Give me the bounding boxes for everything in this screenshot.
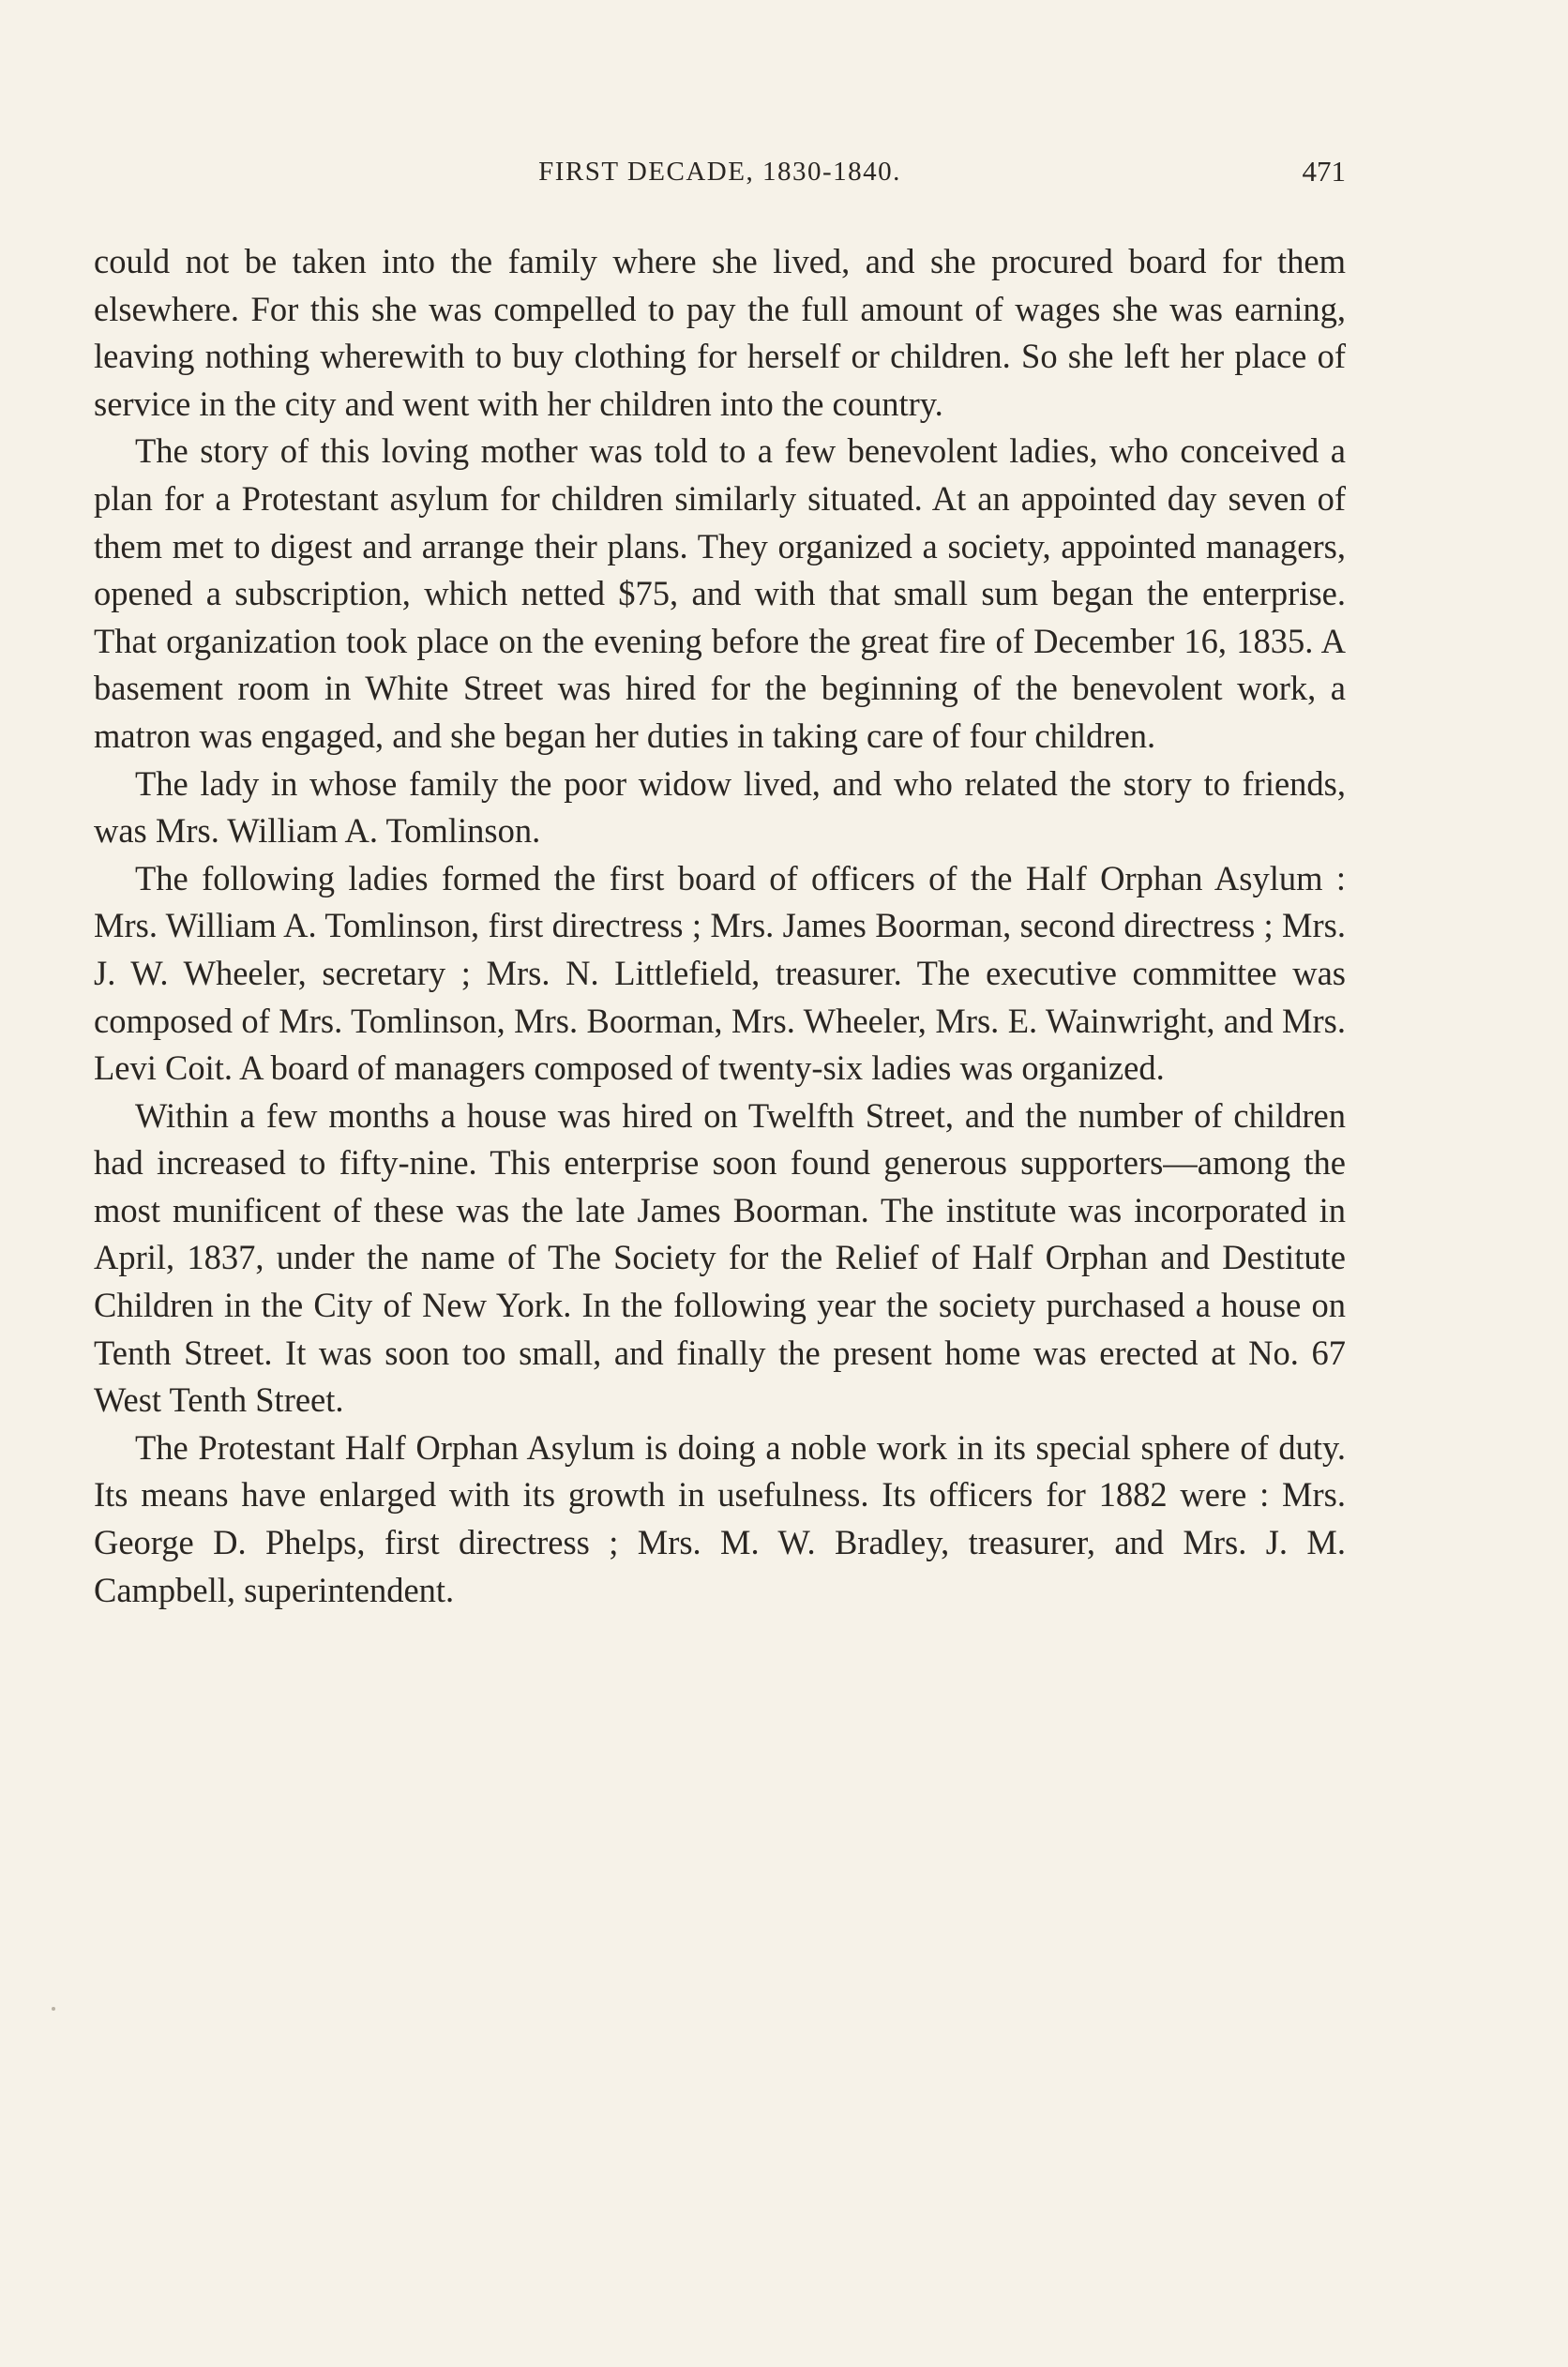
page-number: 471 bbox=[1302, 155, 1346, 188]
paragraph-2: The story of this loving mother was told to a few benevolent ladies, who conceived a plan for a Protestant asylum for children similarly situated. At an appointed day seven of them met to digest and arrange their plans. They organized a society, appointed managers, opened a subscription, which netted $75, and with that small sum began the enterprise. That organization took place on the evening before the great fire of December 16, 1835. A basement room in White Street was hired for the beginning of the benevolent work, a matron was engaged, and she began her duties in taking care of four children. bbox=[94, 431, 1346, 755]
body-text bbox=[94, 238, 1346, 1614]
paragraph-6: The Protestant Half Orphan Asylum is doing a noble work in its special sphere of duty. Its means have enlarged with its growth in usefulness. Its officers for 1882 were : Mrs. George D. Phelps, first directress ; Mrs. M. W. Bradley, treasurer, and Mrs. J. M. Campbell, superintendent. bbox=[94, 1427, 1346, 1609]
paper-speck bbox=[52, 2007, 55, 2011]
paragraph-3: The lady in whose family the poor widow lived, and who related the story to friends, was Mrs. William A. Tomlinson. bbox=[94, 763, 1346, 851]
running-title: FIRST DECADE, 1830-1840. bbox=[538, 157, 901, 187]
paragraph-5: Within a few months a house was hired on Twelfth Street, and the number of children had increased to fifty-nine. This enterprise soon found generous supporters—among the most munificent of these was the late James Boorman. The institute was incorporated in April, 1837, under the name of The Society for the Relief of Half Orphan and Destitute Children in the City of New York. In the following year the society purchased a house on Tenth Street. It was soon too small, and finally the present home was erected at No. 67 West Tenth Street. bbox=[94, 1095, 1346, 1420]
paragraph-1: could not be taken into the family where she lived, and she procured board for them elsewhere. For this she was compelled to pay the full amount of wages she was earning, leaving nothing wherewith to buy clothing for herself or children. So she left her place of service in the city and went with her children into the country. bbox=[94, 242, 1346, 423]
running-head bbox=[94, 153, 1346, 190]
paragraph-4: The following ladies formed the first board of officers of the Half Orphan Asylum : Mrs. William A. Tomlinson, first directress ; Mrs. James Boorman, second directress ; Mrs. J. W. Wheeler, secretary ; Mrs. N. Littlefield, treasurer. The executive committee was composed of Mrs. Tomlinson, Mrs. Boorman, Mrs. Wheeler, Mrs. E. Wainwright, and Mrs. Levi Coit. A board of managers composed of twenty-six ladies was organized. bbox=[94, 858, 1346, 1088]
